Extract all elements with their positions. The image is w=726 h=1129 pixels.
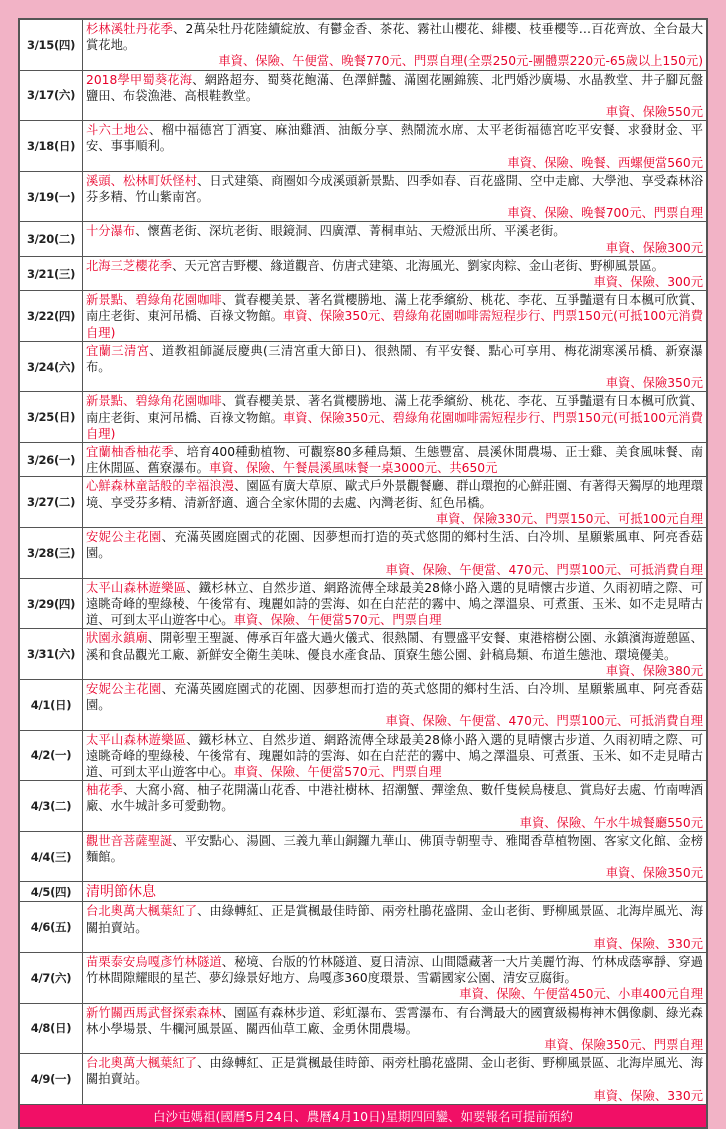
price-info: 車資、保險、300元: [593, 275, 703, 290]
schedule-row: [20, 528, 707, 579]
schedule-row: [20, 256, 707, 290]
destination-highlight: 柚花季: [86, 783, 124, 798]
destination-highlight: 台北奧萬大楓葉紅了: [86, 904, 198, 919]
schedule-row: [20, 1003, 707, 1054]
itinerary-text: 、園區有廣大草原、歐式戶外景觀餐廳、群山環抱的心鮮莊園、有著得天獨厚的地理環境、享受芬多精、清新舒適、適合全家休閒的去處、內灣老街、紅色吊橋。: [86, 479, 703, 510]
schedule-row: [20, 443, 707, 477]
schedule-description: [83, 256, 707, 290]
schedule-date: 3/28(三): [20, 528, 83, 579]
schedule-date: 3/31(六): [20, 629, 83, 680]
destination-highlight: 新景點、碧綠角花園咖啡: [86, 293, 222, 308]
itinerary-text: 、鐵杉林立、自然步道、網路流傳全球最美28條小路入選的見晴懷古步道、久雨初晴之際、可遠眺奇峰的聖綠稜、午後常有、瑰麗如詩的雲海、如在白茫茫的霧中、鳩之澤溫泉、可煮蛋、玉米、如不走見晴古道、可到太平山遊客中心。: [86, 580, 703, 628]
destination-highlight: 安妮公主花園: [86, 681, 162, 696]
schedule-date: 4/7(六): [20, 952, 83, 1003]
schedule-row: [20, 629, 707, 680]
itinerary-text: 、日式建築、商圈如今成溪頭新景點、四季如春、百花盛開、空中走廊、大學池、享受森林浴芬多精、竹山紫南宮。: [86, 173, 703, 205]
price-info: 車資、保險、午水牛城餐廳550元: [519, 815, 703, 830]
schedule-row: [20, 578, 707, 629]
schedule-date: 3/18(日): [20, 121, 83, 172]
destination-highlight: 新景點、碧綠角花園咖啡: [86, 394, 222, 409]
schedule-description: [83, 392, 707, 443]
schedule-description: [83, 20, 707, 71]
price-info: 車資、保險350元: [605, 866, 703, 881]
schedule-row: [20, 121, 707, 172]
itinerary-text: 、道教祖師誕辰慶典(三清宮重大節日)、很熱鬧、有平安餐、點心可享用、梅花湖寒溪吊橋、新寮瀑布。: [86, 343, 703, 375]
schedule-row: [20, 70, 707, 121]
schedule-row: [20, 831, 707, 882]
schedule-row: [20, 781, 707, 832]
destination-highlight: 安妮公主花園: [86, 530, 162, 545]
itinerary-text: 、由綠轉紅、正是賞楓最佳時節、兩旁杜鵑花盛開、金山老街、野柳風景區、北海岸風光、海關拍賣站。: [86, 1056, 703, 1087]
schedule-date: 3/24(六): [20, 341, 83, 392]
schedule-row: [20, 902, 707, 953]
schedule-description: [83, 952, 707, 1003]
schedule-description: [83, 781, 707, 832]
price-info: 車資、保險、午便當、470元、門票100元、可抵消費自理: [385, 562, 703, 577]
price-info: 車資、保險、午便當450元、小車400元自理: [459, 987, 703, 1002]
destination-highlight: 苗栗泰安烏嘎彥竹林隧道: [86, 954, 222, 969]
destination-highlight: 2018學甲蜀葵花海: [86, 72, 193, 87]
schedule-row: [20, 1054, 707, 1105]
itinerary-text: 、園區有森林步道、彩虹瀑布、雲霄瀑布、有台灣最大的國寶級楊梅神木偶像劇、綠光森林小學場景、牛欄河風景區、關西仙草工廠、金勇休閒農場。: [86, 1005, 703, 1036]
schedule-date: 4/9(一): [20, 1054, 83, 1105]
destination-highlight: 新竹關西馬武督探索森林: [86, 1005, 222, 1020]
schedule-date: 3/19(一): [20, 171, 83, 222]
itinerary-text: 、榴中福德宮丁酒宴、麻油雞酒、油飯分享、熱鬧流水席、太平老街福德宮吃平安餐、求發財金、平安、事事順利。: [86, 123, 703, 154]
itinerary-text: 、懷舊老街、深坑老街、眼鏡洞、四廣潭、菁桐車站、天燈派出所、平溪老街。: [135, 224, 566, 239]
price-info: 車資、保險350元、碧綠角花園咖啡需短程步行、門票150元(可抵100元消費自理): [86, 309, 703, 340]
price-info: 車資、保險350元、門票自理: [544, 1037, 703, 1052]
price-info: 車資、保險350元: [605, 376, 703, 391]
schedule-row: [20, 341, 707, 392]
schedule-description: [83, 578, 707, 629]
schedule-description: [83, 730, 707, 781]
itinerary-text: 、網路超夯、蜀葵花飽滿、色澤鮮豔、滿園花團錦簇、北門婚沙廣場、水晶教堂、井子腳瓦盤鹽田、布袋漁港、高根鞋教堂。: [86, 72, 703, 103]
schedule-description: [83, 528, 707, 579]
schedule-date: 3/25(日): [20, 392, 83, 443]
destination-highlight: 北海三芝櫻花季: [86, 258, 173, 273]
schedule-date: 3/21(三): [20, 256, 83, 290]
price-info: 車資、保險、午便當570元、門票自理: [233, 613, 442, 628]
schedule-row: [20, 477, 707, 528]
schedule-description: [83, 1003, 707, 1054]
schedule-description: [83, 477, 707, 528]
schedule-row: [20, 392, 707, 443]
destination-highlight: 十分瀑布: [86, 224, 136, 239]
schedule-description: [83, 222, 707, 256]
schedule-description: [83, 679, 707, 730]
schedule-row: [20, 20, 707, 71]
itinerary-text: 、鐵杉林立、自然步道、網路流傳全球最美28條小路入選的見晴懷古步道、久雨初晴之際、可遠眺奇峰的聖綠稜、午後常有、瑰麗如詩的雲海、如在白茫茫的霧中、鳩之澤溫泉、可煮蛋、玉米、如不走見晴古道、可到太平山遊客中心。: [86, 732, 703, 779]
schedule-description: [83, 902, 707, 953]
price-info: 車資、保險、午便當、470元、門票100元、可抵消費自理: [385, 714, 703, 729]
itinerary-text: 、由綠轉紅、正是賞楓最佳時節、兩旁杜鵑花盛開、金山老街、野柳風景區、北海岸風光、海關拍賣站。: [86, 904, 703, 935]
schedule-date: 3/27(二): [20, 477, 83, 528]
price-info: 車資、保險、晚餐、西螺便當560元: [507, 155, 703, 170]
itinerary-text: 、充滿英國庭園式的花園、因夢想而打造的英式悠閒的鄉村生活、白冷圳、星願紫風車、阿亮香菇園。: [86, 681, 703, 713]
price-info: 車資、保險380元: [605, 663, 703, 678]
schedule-description: [83, 121, 707, 172]
schedule-row: [20, 952, 707, 1003]
destination-highlight: 太平山森林遊樂區: [86, 732, 187, 747]
itinerary-text: 、賞春櫻美景、著名賞櫻勝地、滿上花季繽紛、桃花、李花、互爭豔還有日本楓可欣賞、南庄老街、東河吊橋、百祿文物館。: [86, 293, 703, 324]
schedule-row: [20, 222, 707, 256]
destination-highlight: 宜蘭三清宮: [86, 343, 150, 358]
itinerary-text: 、天元宮吉野櫻、緣道觀音、仿唐式建築、北海風光、劉家肉粽、金山老街、野柳風景區。: [172, 258, 664, 273]
schedule-date: 4/3(二): [20, 781, 83, 832]
schedule-date: 3/17(六): [20, 70, 83, 121]
schedule-description: [83, 443, 707, 477]
schedule-description: [83, 882, 707, 902]
schedule-row: [20, 882, 707, 902]
schedule-date: 3/15(四): [20, 20, 83, 71]
price-info: 車資、保險、午便當、晚餐770元、門票自理(全票250元-團體票220元-65歲以上150元): [218, 54, 703, 69]
schedule-description: [83, 341, 707, 392]
schedule-description: [83, 831, 707, 882]
schedule-description: [83, 70, 707, 121]
schedule-row: [20, 730, 707, 781]
schedule-date: 4/8(日): [20, 1003, 83, 1054]
price-info: 車資、保險300元: [605, 240, 703, 255]
destination-highlight: 杉林溪牡丹花季: [86, 22, 174, 36]
price-info: 車資、保險550元: [605, 105, 703, 120]
schedule-date: 4/2(一): [20, 730, 83, 781]
itinerary-text: 、賞春櫻美景、著名賞櫻勝地、滿上花季繽紛、桃花、李花、互爭豔還有日本楓可欣賞、南庄老街、東河吊橋、百祿文物館。: [86, 394, 703, 425]
schedule-date: 4/5(四): [20, 882, 83, 902]
schedule-row: [20, 679, 707, 730]
schedule-date: 4/4(三): [20, 831, 83, 882]
schedule-description: [83, 629, 707, 680]
destination-highlight: 太平山森林遊樂區: [86, 580, 187, 595]
schedule-date: 3/22(四): [20, 291, 83, 342]
schedule-description: [83, 291, 707, 342]
footer-row: [20, 1104, 707, 1127]
schedule-row: [20, 291, 707, 342]
itinerary-text: 、大窩小窩、柚子花開滿山花香、中港社樹林、招潮蟹、彈塗魚、數仟隻候鳥棲息、賞鳥好去處、竹南啤酒廠、水牛城計多可愛動物。: [86, 783, 703, 814]
itinerary-text: 、平安點心、湯圓、三義九華山銅鑼九華山、佛頂寺朝聖寺、雅聞香草植物園、客家文化館、金榜麵館。: [86, 833, 703, 864]
destination-highlight: 觀世音菩薩聖誕: [86, 833, 173, 848]
price-info: 車資、保險、午便當570元、門票自理: [233, 764, 442, 779]
price-info: 車資、保險、330元: [593, 1088, 703, 1103]
destination-highlight: 斗六土地公: [86, 123, 149, 138]
tour-schedule-sheet: [18, 18, 708, 1129]
schedule-date: 3/26(一): [20, 443, 83, 477]
price-info: 車資、保險、330元: [593, 936, 703, 951]
itinerary-text: 、培育400種動植物、可觀察80多種鳥類、生態豐富、晨溪休閒農場、正士雞、美食風味餐、南庄休閒區、舊寮瀑布。: [86, 445, 703, 476]
schedule-date: 4/6(五): [20, 902, 83, 953]
price-info: 車資、保險330元、門票150元、可抵100元自理: [435, 511, 703, 526]
schedule-description: [83, 1054, 707, 1105]
footer-note: 白沙屯媽祖(國曆5月24日、農曆4月10日)星期四回鑾、如要報名可提前預約: [20, 1104, 707, 1127]
schedule-description: [83, 171, 707, 222]
destination-highlight: 狀園永鎮廟: [86, 631, 148, 646]
holiday-note: 清明節休息: [86, 884, 156, 901]
schedule-date: 3/29(四): [20, 578, 83, 629]
price-info: 車資、保險、晚餐700元、門票自理: [507, 206, 703, 221]
schedule-date: 3/20(二): [20, 222, 83, 256]
tour-schedule-table: [19, 19, 707, 1128]
itinerary-text: 、開彰聖王聖誕、傳承百年盛大過火儀式、很熱鬧、有豐盛平安餐、東港榕樹公園、永鎮濱海遊憩區、溪和食品觀光工廠、新鮮安全衛生美味、優良水產食品、頂寮生態公園、針稿鳥類、布道生態池、環境優美。: [86, 631, 703, 662]
price-info: 車資、保險、午餐晨溪風味餐一桌3000元、共650元: [208, 461, 498, 476]
destination-highlight: 心鮮森林童話般的幸福浪漫: [86, 479, 235, 494]
destination-highlight: 宜蘭柚香柚花季: [86, 445, 174, 460]
schedule-row: [20, 171, 707, 222]
itinerary-text: 、秘境、台版的竹林隧道、夏日清涼、山間隱藏著一大片美麗竹海、竹林成蔭寧靜、穿過竹林間隙耀眼的星芒、夢幻綠景好地方、烏嘎彥360度環景、雪霸國家公園、清安豆腐街。: [86, 954, 703, 986]
destination-highlight: 溪頭、松林町妖怪村: [86, 173, 198, 188]
destination-highlight: 台北奧萬大楓葉紅了: [86, 1056, 198, 1071]
price-info: 車資、保險350元、碧綠角花園咖啡需短程步行、門票150元(可抵100元消費自理): [86, 410, 703, 441]
itinerary-text: 、2萬朵牡丹花陸續綻放、有鬱金香、茶花、霧社山櫻花、緋櫻、枝垂櫻等…百花齊放、全台最大賞花地。: [86, 22, 703, 53]
itinerary-text: 、充滿英國庭園式的花園、因夢想而打造的英式悠閒的鄉村生活、白冷圳、星願紫風車、阿亮香菇園。: [86, 530, 703, 561]
schedule-date: 4/1(日): [20, 679, 83, 730]
